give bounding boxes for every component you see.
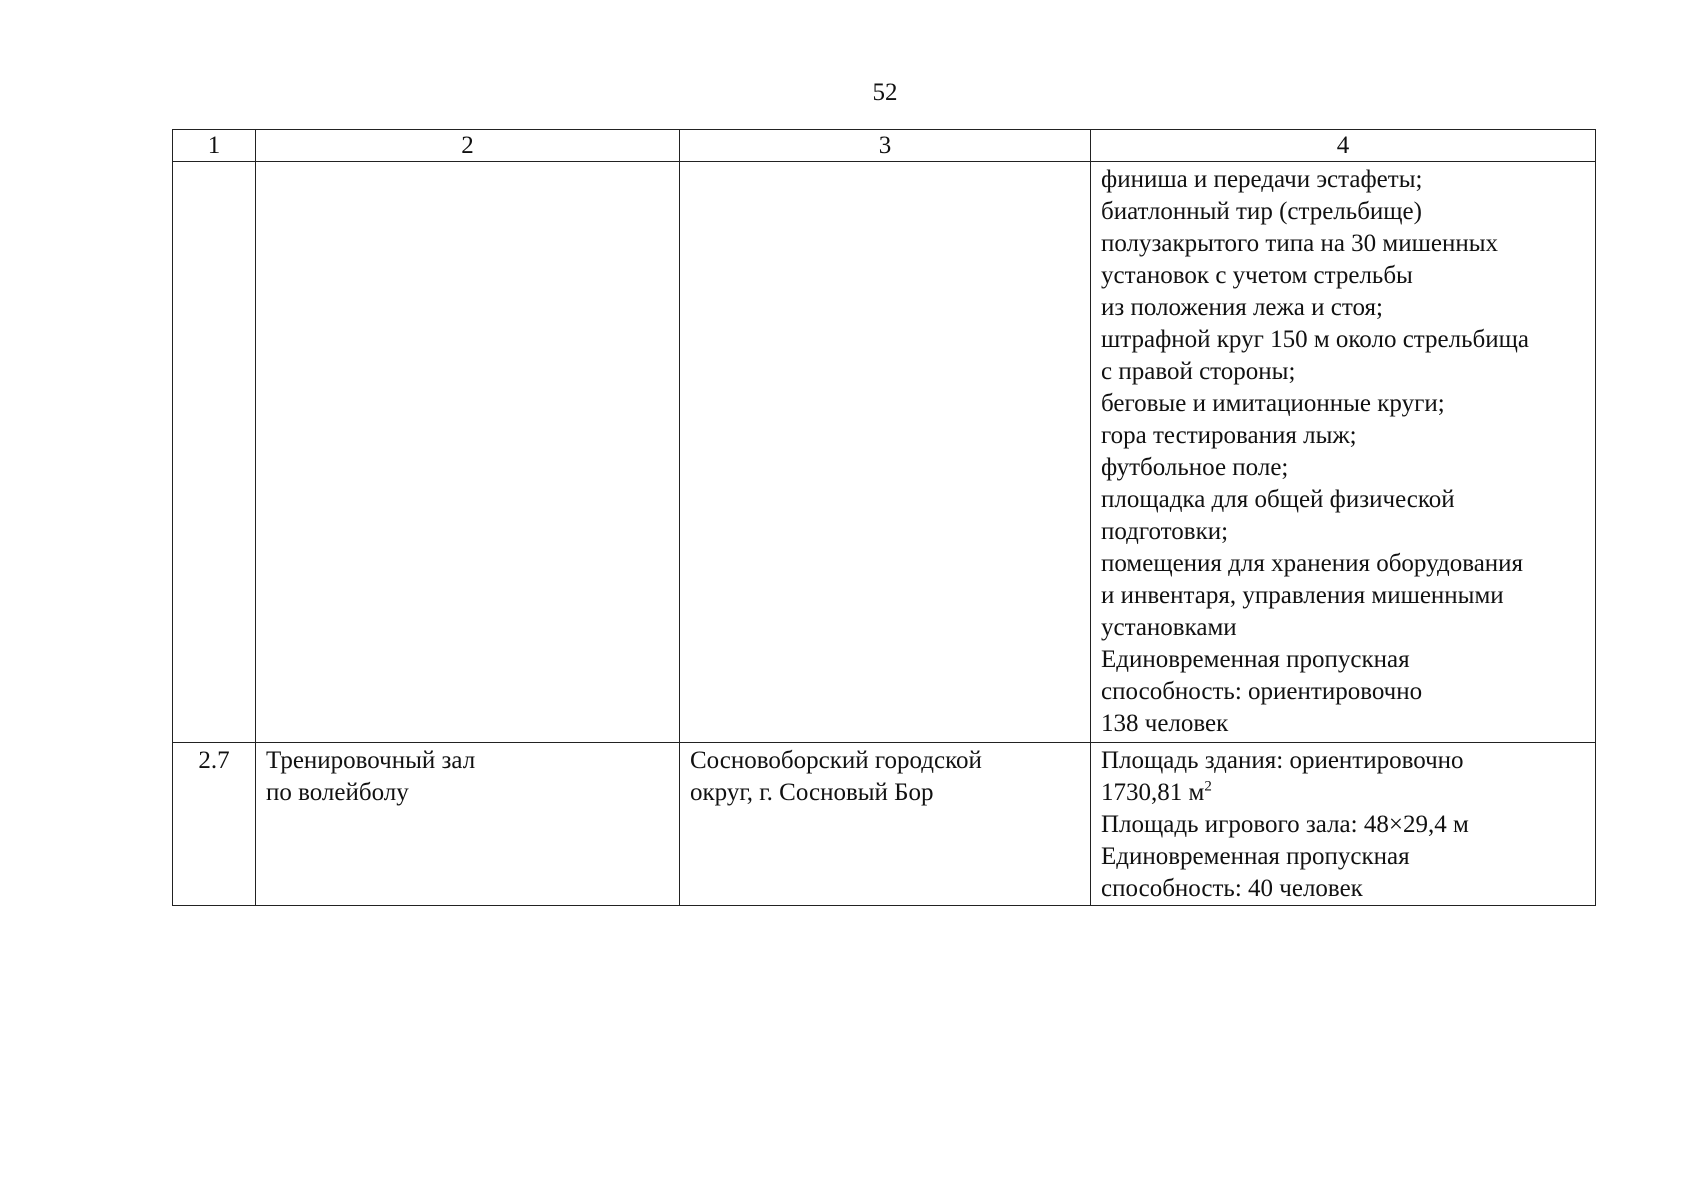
table-row xyxy=(173,743,1596,906)
description-line: футбольное поле; xyxy=(1101,454,1289,481)
capacity-value: способность: 40 человек xyxy=(1101,875,1363,902)
description-line: штрафной круг 150 м около стрельбища xyxy=(1101,326,1529,353)
location-line: Сосновоборский городской xyxy=(690,747,982,774)
building-area-label: Площадь здания: ориентировочно xyxy=(1101,747,1464,774)
facility-name-cell xyxy=(256,162,680,743)
description-line: гора тестирования лыж; xyxy=(1101,422,1357,449)
description-line: установок с учетом стрельбы xyxy=(1101,262,1413,289)
area-number: 1730,81 м xyxy=(1101,779,1205,806)
description-line: установками xyxy=(1101,614,1237,641)
facility-name-line: Тренировочный зал xyxy=(266,747,476,774)
column-header: 1 xyxy=(173,130,256,162)
description-cell xyxy=(1091,743,1596,906)
description-line: площадка для общей физической xyxy=(1101,486,1455,513)
description-line: 138 человек xyxy=(1101,710,1229,737)
location-cell xyxy=(680,743,1091,906)
description-line: помещения для хранения оборудования xyxy=(1101,550,1524,577)
facilities-table xyxy=(172,129,1596,906)
page-number: 52 xyxy=(872,79,898,106)
table-header-row xyxy=(173,130,1596,162)
location-cell xyxy=(680,162,1091,743)
description-line: с правой стороны; xyxy=(1101,358,1296,385)
description-line: полузакрытого типа на 30 мишенных xyxy=(1101,230,1499,257)
row-number-cell xyxy=(173,162,256,743)
table-row xyxy=(173,162,1596,743)
capacity-label: Единовременная пропускная xyxy=(1101,843,1410,870)
description-line: беговые и имитационные круги; xyxy=(1101,390,1445,417)
column-header: 3 xyxy=(680,130,1091,162)
description-line: Единовременная пропускная xyxy=(1101,646,1410,673)
description-line: подготовки; xyxy=(1101,518,1229,545)
description-line: и инвентаря, управления мишенными xyxy=(1101,582,1504,609)
building-area-value xyxy=(1101,777,1585,809)
row-number-cell: 2.7 xyxy=(173,743,256,906)
facility-name-cell xyxy=(256,743,680,906)
description-cell xyxy=(1091,162,1596,743)
column-header: 4 xyxy=(1091,130,1596,162)
description-line: способность: ориентировочно xyxy=(1101,678,1423,705)
facility-name-line: по волейболу xyxy=(266,779,409,806)
description-line: биатлонный тир (стрельбище) xyxy=(1101,198,1422,225)
description-line: финиша и передачи эстафеты; xyxy=(1101,166,1423,193)
column-header: 2 xyxy=(256,130,680,162)
hall-area: Площадь игрового зала: 48×29,4 м xyxy=(1101,811,1469,838)
area-unit-superscript: 2 xyxy=(1204,778,1212,795)
location-line: округ, г. Сосновый Бор xyxy=(690,779,934,806)
description-line: из положения лежа и стоя; xyxy=(1101,294,1383,321)
